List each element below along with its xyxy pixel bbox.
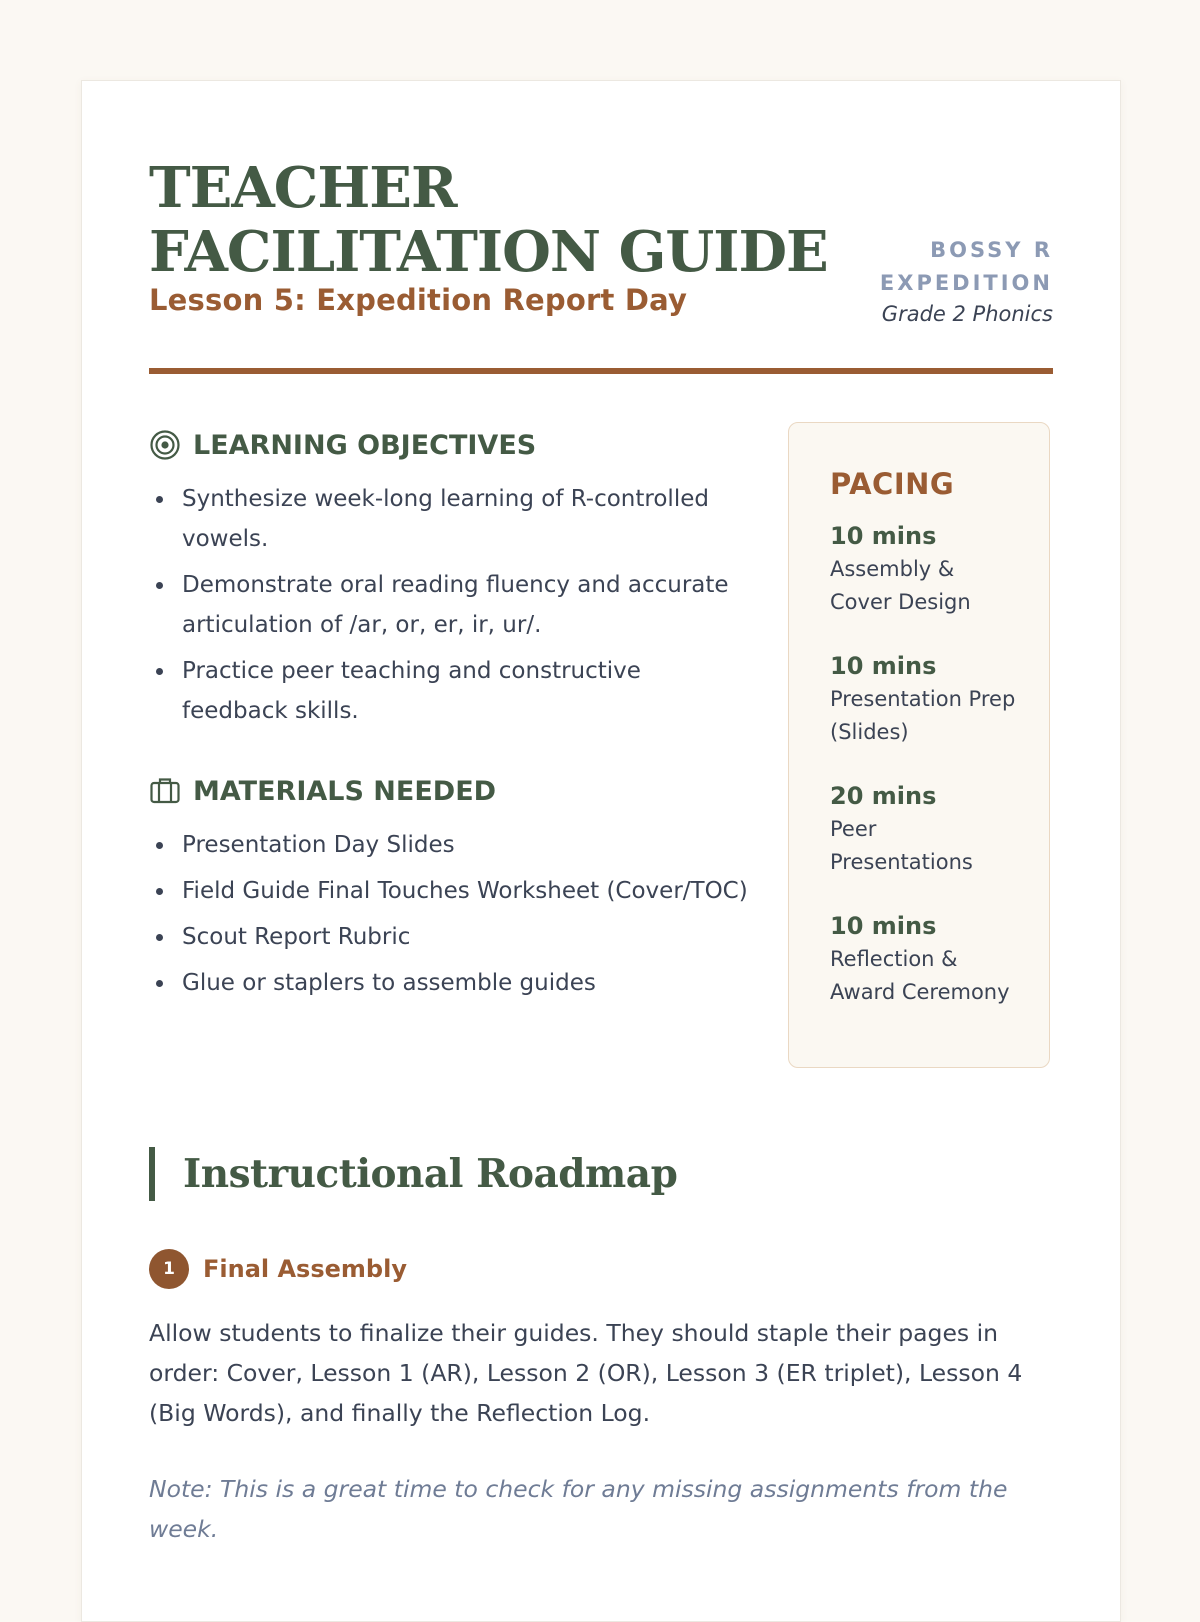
guide-header [149,156,1053,374]
grade-label: Grade 2 Phonics [881,302,1053,326]
materials-heading [149,771,749,811]
list-item: Demonstrate oral reading fluency and accurate articulation of /ar, or, er, ir, ur/. [182,565,749,645]
brand-block [863,234,1053,326]
pacing-duration: 20 mins [830,782,937,810]
list-item: Presentation Day Slides [182,825,749,865]
pacing-item [830,779,1049,879]
objectives-heading-label: LEARNING OBJECTIVES [193,429,537,461]
step-number-badge: 1 [149,1249,189,1289]
page-title [149,156,828,284]
pacing-item [830,519,1049,619]
brand-name: BOSSY R EXPEDITION [879,238,1053,295]
pacing-duration: 10 mins [830,522,937,550]
guide-page [81,80,1121,1622]
objectives-list [149,479,749,731]
pacing-activity: Reflection & Award Ceremony [830,947,1010,1004]
step-header [149,1249,1053,1289]
pacing-activity: Presentation Prep (Slides) [830,687,1016,744]
list-item: Glue or staplers to assemble guides [182,963,749,1003]
pacing-activity: Assembly & Cover Design [830,557,971,614]
title-line-2: FACILITATION GUIDE [149,219,828,285]
pacing-card [788,422,1050,1068]
pacing-activity: Peer Presentations [830,817,973,874]
materials-heading-label: MATERIALS NEEDED [193,775,497,807]
target-icon [149,429,181,461]
list-item: Synthesize week-long learning of R-controlled vowels. [182,479,749,559]
objectives-heading [149,425,749,465]
step-title: Final Assembly [203,1255,407,1283]
briefcase-icon [149,775,181,807]
objectives-section [149,425,749,731]
overview-column [149,425,749,1009]
lesson-subtitle: Lesson 5: Expedition Report Day [149,283,688,317]
materials-section [149,771,749,1003]
step-note: Note: This is a great time to check for any missing assignments from the week. [149,1475,1008,1543]
pacing-title: PACING [830,467,955,501]
pacing-item [830,649,1049,749]
materials-list [149,825,749,1003]
list-item: Scout Report Rubric [182,917,749,957]
step-description: Allow students to finalize their guides. They should staple their pages in order: Cover, Lesson 1 (AR), Lesson 2 (OR), Lesson 3 (ER triplet), Lesson 4 (Big Words), and finally the Reflection Log. [149,1319,1023,1427]
list-item: Field Guide Final Touches Worksheet (Cover/TOC) [182,871,749,911]
pacing-duration: 10 mins [830,652,937,680]
pacing-item [830,909,1049,1009]
title-line-1: TEACHER [149,155,457,221]
pacing-duration: 10 mins [830,912,937,940]
roadmap-title: Instructional Roadmap [149,1147,1053,1201]
list-item: Practice peer teaching and constructive feedback skills. [182,651,749,731]
roadmap-section [149,1147,1053,1549]
